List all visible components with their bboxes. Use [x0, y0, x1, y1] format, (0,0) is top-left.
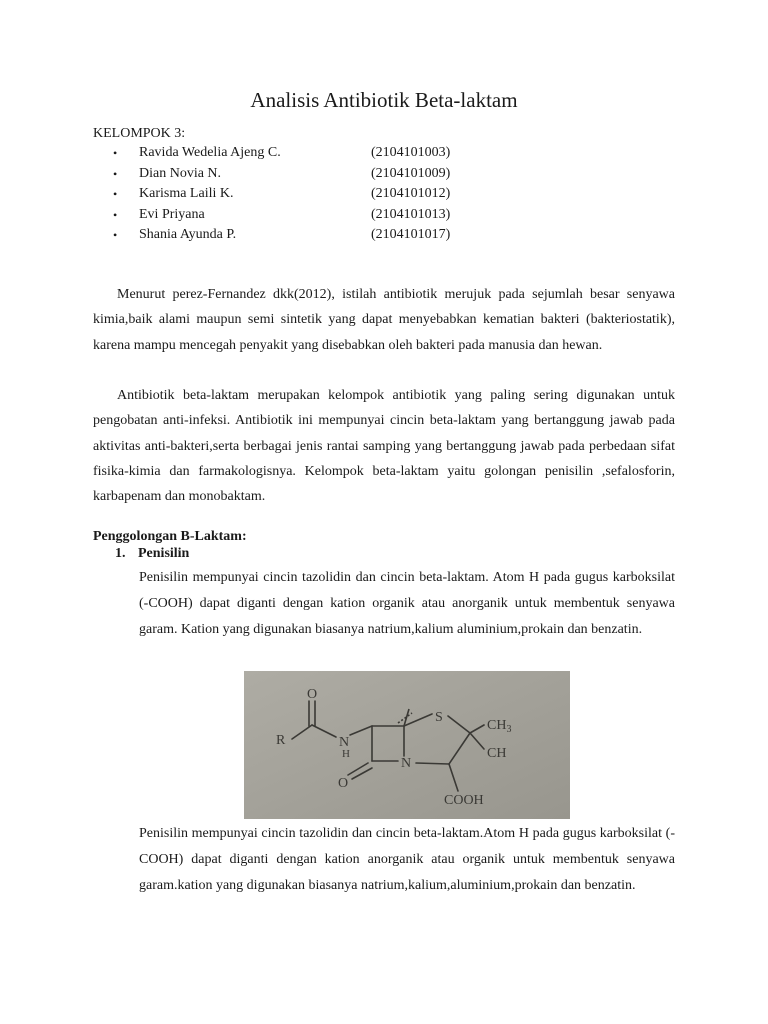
methyl-bottom-label: CH — [487, 746, 507, 761]
amide-h-label: H — [342, 748, 350, 760]
r-group-label: R — [276, 733, 286, 748]
member-id: (2104101013) — [371, 206, 451, 222]
bullet-icon: • — [113, 146, 118, 160]
document-title: Analisis Antibiotik Beta-laktam — [250, 88, 518, 112]
carboxyl-label: COOH — [444, 793, 484, 808]
penicillin-structure-diagram — [244, 671, 570, 819]
oxygen-top-label: O — [307, 687, 318, 702]
member-id: (2104101017) — [371, 227, 451, 242]
penicillin-structure-figure — [244, 671, 570, 819]
member-item — [93, 164, 513, 185]
member-name: Shania Ayunda P. — [139, 227, 237, 242]
oxygen-bottom-label: O — [338, 776, 349, 791]
member-item — [93, 205, 513, 226]
member-id: (2104101009) — [371, 165, 451, 181]
member-name: Karisma Laili K. — [139, 186, 234, 201]
paragraph-definition: Menurut perez-Fernandez dkk(2012), istilah antibiotik merujuk pada sejumlah besar senyawa kimia,baik alami maupun semi sintetik yang dapat menyebabkan kematian bakteri (bakteriostatik), karena mampu mencegah penyakit yang disebabkan oleh bakteri pada manusia dan hewan. — [93, 287, 675, 353]
member-item — [93, 143, 513, 164]
bullet-icon: • — [113, 166, 118, 181]
paragraph-penicillin-2: Penisilin mempunyai cincin tazolidin dan cincin beta-laktam.Atom H pada gugus karboksilat (-COOH) dapat diganti dengan kation anorganik atau organik untuk membentuk senyawa garam.kation yang digunakan biasanya natrium,kalium,aluminium,prokain dan benzatin. — [139, 826, 675, 893]
photo-background — [244, 671, 570, 819]
subsection-number: 1. — [115, 546, 126, 561]
subsection-title: Penisilin — [138, 546, 190, 561]
member-item — [93, 184, 513, 205]
amide-n-label: N — [339, 735, 350, 750]
bullet-icon: • — [113, 207, 118, 222]
paragraph-penicillin-1: Penisilin mempunyai cincin tazolidin dan cincin beta-laktam. Atom H pada gugus karboksilat (-COOH) dapat diganti dengan kation organik atau anorganik untuk membentuk senyawa garam. Kation yang digunakan biasanya natrium,kalium aluminium,prokain dan benzatin. — [139, 570, 675, 637]
group-label: KELOMPOK 3: — [93, 126, 186, 141]
member-name: Ravida Wedelia Ajeng C. — [139, 145, 281, 160]
bullet-icon: • — [113, 187, 118, 201]
member-id: (2104101012) — [371, 186, 451, 201]
bullet-icon: • — [113, 228, 118, 242]
member-list — [93, 143, 513, 246]
member-item — [93, 225, 513, 246]
member-name: Dian Novia N. — [139, 165, 222, 181]
paragraph-beta-lactam: Antibiotik beta-laktam merupakan kelompok antibiotik yang paling sering digunakan untuk pengobatan anti-infeksi. Antibiotik ini mempunyai cincin beta-laktam yang bertanggung jawab pada aktivitas anti-bakteri,serta berbagai jenis rantai samping yang bertanggung jawab pada perbedaan sifat fisika-kimia dan farmakologisnya. Kelompok beta-laktam yaitu golongan penisilin ,sefalosforin, karbapenam dan monobaktam. — [93, 388, 675, 505]
methyl-top-label: $CH_3$ — [487, 718, 512, 735]
member-name: Evi Priyana — [139, 206, 205, 222]
member-id: (2104101003) — [371, 145, 451, 160]
ring-n-label: N — [401, 756, 412, 771]
section-heading: Penggolongan B-Laktam: — [93, 529, 247, 544]
subsection-heading — [115, 544, 189, 564]
sulfur-label: S — [435, 710, 443, 725]
